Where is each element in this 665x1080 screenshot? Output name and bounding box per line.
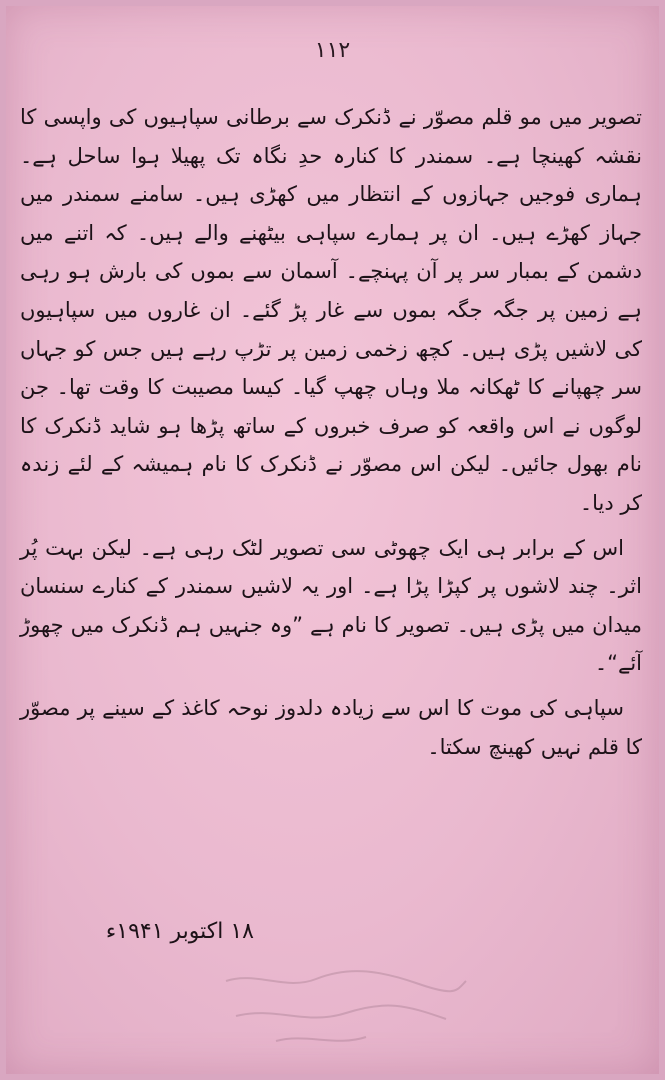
reverse-side-ink-bleed <box>216 961 476 1051</box>
paragraph-1: تصویر میں مو قلم مصوّر نے ڈنکرک سے برطانی سپاہیوں کی واپسی کا نقشہ کھینچا ہے۔ سمندر کا کنارہ حدِ نگاہ تک پھیلا ہوا ساحل ہے۔ ہماری فوجیں جہازوں کے انتظار میں کھڑی ہیں۔ سامنے سمندر میں جہاز کھڑے ہیں۔ ان پر ہمارے سپاہی بیٹھنے والے ہیں۔ کہ اتنے میں دشمن کے بمبار سر پر آن پہنچے۔ آسمان سے بموں کی بارش ہو رہی ہے زمین پر جگہ جگہ بموں سے غار پڑ گئے۔ ان غاروں میں سپاہیوں کی لاشیں پڑی ہیں۔ کچھ زخمی زمین پر تڑپ رہے ہیں جس کو جہاں سر چھپانے کا ٹھکانہ ملا وہاں چھپ گیا۔ کیسا مصیبت کا وقت تھا۔ جن لوگوں نے اس واقعہ کو صرف خبروں کے ساتھ پڑھا ہو شاید ڈنکرک کا نام بھول جائیں۔ لیکن اس مصوّر نے ڈنکرک کا نام ہمیشہ کے لئے زندہ کر دیا۔ <box>20 105 642 515</box>
paragraph-2: اس کے برابر ہی ایک چھوٹی سی تصویر لٹک رہی ہے۔ لیکن بہت پُر اثر۔ چند لاشوں پر کپڑا پڑا ہے۔ اور یہ لاشیں سمندر کے کنارے سنسان میدان میں پڑی ہیں۔ تصویر کا نام ہے ”وہ جنہیں ہم ڈنکرک میں چھوڑ آئے“۔ <box>20 535 642 676</box>
page-body <box>20 98 642 766</box>
book-page <box>6 6 659 1074</box>
date-signature: ۱۸ اکتوبر ۱۹۴۱ء <box>105 919 254 944</box>
paragraph-3: سپاہی کی موت کا اس سے زیادہ دلدوز نوحہ کاغذ کے سینے پر مصوّر کا قلم نہیں کھینچ سکتا۔ <box>20 695 642 759</box>
page-number: ۱۱۲ <box>314 38 351 63</box>
